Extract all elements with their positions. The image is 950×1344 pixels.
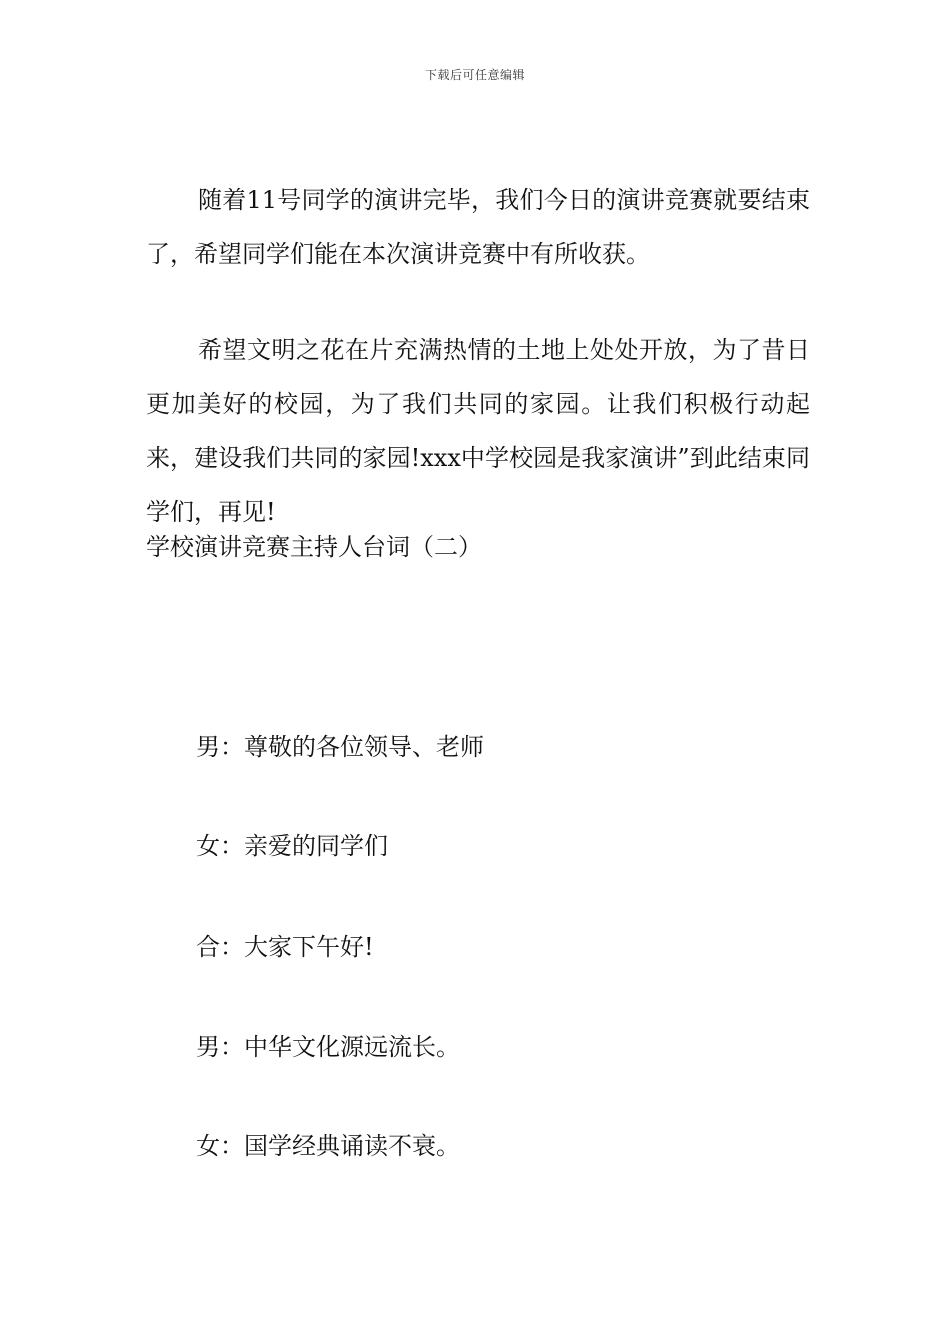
section-title: 学校演讲竞赛主持人台词（二） (146, 533, 482, 561)
dialogue-line: 女：国学经典诵读不衰。 (196, 1132, 460, 1160)
header-note: 下载后可任意编辑 (424, 68, 525, 82)
dialogue-line: 合：大家下午好! (196, 933, 374, 961)
dialogue-line: 男：中华文化源远流长。 (196, 1033, 460, 1061)
dialogue-line: 女：亲爱的同学们 (196, 832, 388, 860)
paragraph-closing-remarks: 随着11号同学的演讲完毕，我们今日的演讲竞赛就要结束了，希望同学们能在本次演讲竞赛中有所收获。 (146, 186, 810, 268)
dialogue-line: 男：尊敬的各位领导、老师 (196, 733, 484, 761)
paragraph-civilization-wish: 希望文明之花在片充满热情的土地上处处开放，为了昔日更加美好的校园，为了我们共同的家园。让我们积极行动起来，建设我们共同的家园!xxx中学校园是我家演讲”到此结束同学们，再见! (146, 336, 810, 526)
